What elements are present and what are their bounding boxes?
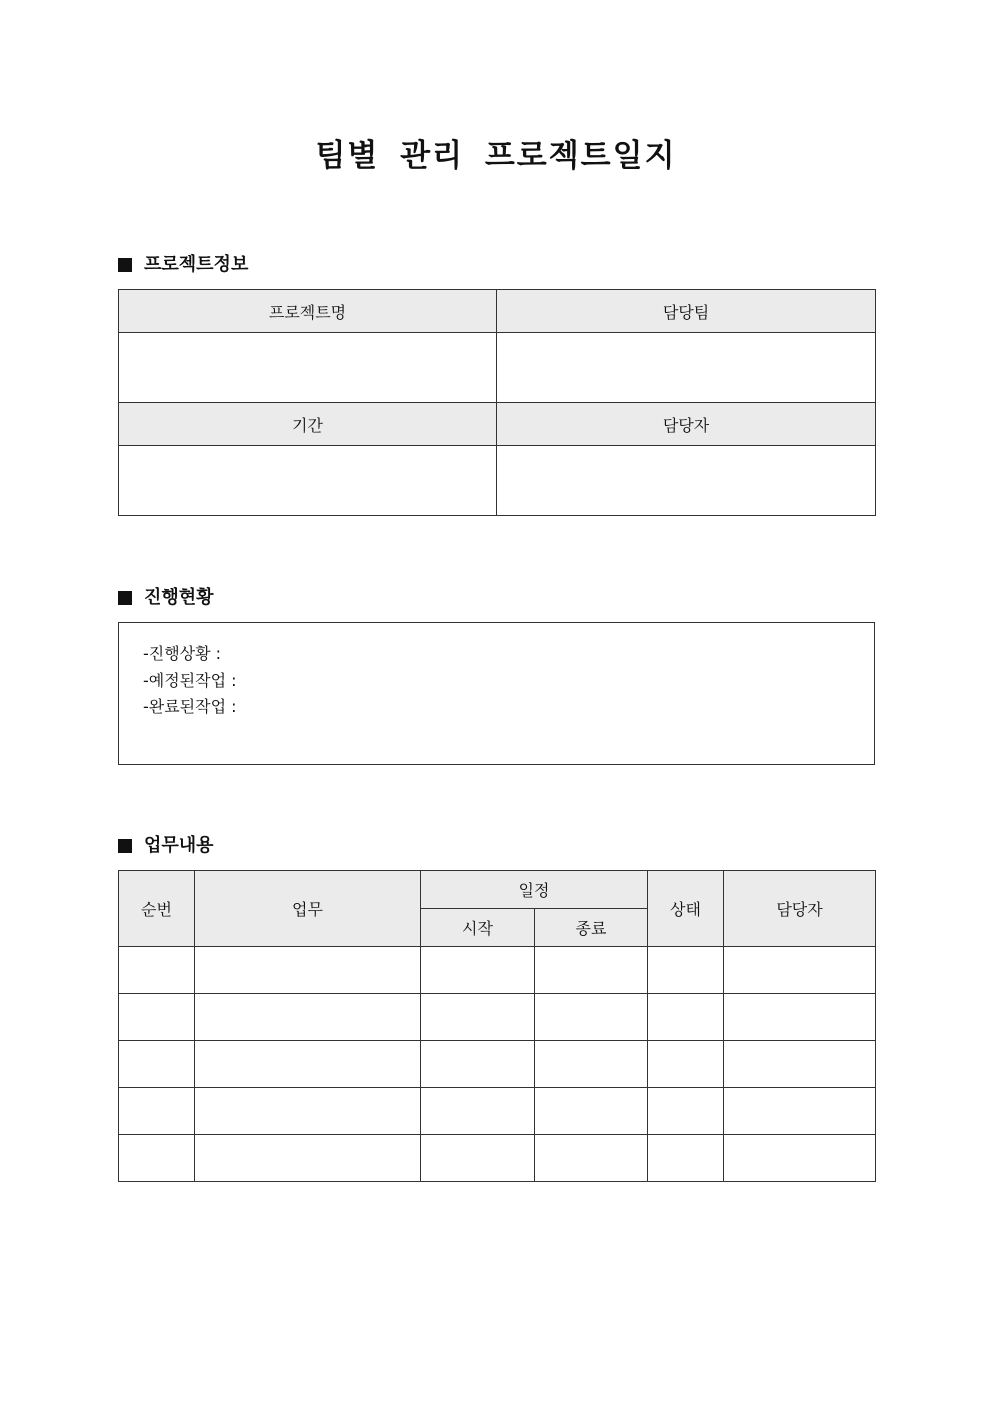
cell-start[interactable]	[421, 1135, 535, 1182]
progress-lines	[143, 641, 237, 721]
header-start: 시작	[421, 909, 535, 947]
cell-end[interactable]	[535, 947, 648, 994]
cell-status[interactable]	[648, 1088, 724, 1135]
section-heading-project-info	[118, 252, 248, 278]
cell-start[interactable]	[421, 1041, 535, 1088]
cell-task[interactable]	[195, 994, 421, 1041]
section-heading-label: 업무내용	[144, 835, 214, 856]
cell-no[interactable]	[119, 1041, 195, 1088]
square-bullet-icon	[118, 258, 132, 272]
square-bullet-icon	[118, 591, 132, 605]
table-row	[119, 947, 876, 994]
header-project-name: 프로젝트명	[119, 290, 497, 333]
cell-end[interactable]	[535, 1041, 648, 1088]
cell-status[interactable]	[648, 1135, 724, 1182]
header-task: 업무	[195, 871, 421, 947]
cell-end[interactable]	[535, 1135, 648, 1182]
progress-line-current: -진행상황 :	[143, 644, 222, 663]
cell-status[interactable]	[648, 947, 724, 994]
cell-end[interactable]	[535, 994, 648, 1041]
cell-start[interactable]	[421, 994, 535, 1041]
header-status: 상태	[648, 871, 724, 947]
square-bullet-icon	[118, 839, 132, 853]
cell-end[interactable]	[535, 1088, 648, 1135]
header-manager: 담당자	[497, 403, 876, 446]
section-heading-label: 진행현황	[144, 587, 214, 608]
cell-task[interactable]	[195, 1041, 421, 1088]
header-schedule: 일정	[421, 871, 648, 909]
table-row	[119, 1041, 876, 1088]
section-heading-label: 프로젝트정보	[144, 254, 249, 275]
header-team: 담당팀	[497, 290, 876, 333]
cell-no[interactable]	[119, 947, 195, 994]
header-manager: 담당자	[724, 871, 876, 947]
header-period: 기간	[119, 403, 497, 446]
cell-no[interactable]	[119, 994, 195, 1041]
progress-line-planned: -예정된작업 :	[143, 670, 237, 690]
section-heading-progress	[118, 585, 214, 611]
cell-manager[interactable]	[724, 1041, 876, 1088]
table-row	[119, 1135, 876, 1182]
cell-manager[interactable]	[724, 1088, 876, 1135]
header-no: 순번	[119, 871, 195, 947]
cell-manager[interactable]	[497, 446, 876, 516]
header-end: 종료	[535, 909, 648, 947]
progress-line-completed: -완료된작업 :	[143, 697, 237, 716]
cell-team[interactable]	[497, 333, 876, 403]
document-title: 팀별 관리 프로젝트일지	[315, 138, 677, 174]
section-heading-tasks	[118, 833, 214, 859]
task-table	[118, 870, 876, 1182]
cell-task[interactable]	[195, 1135, 421, 1182]
cell-status[interactable]	[648, 994, 724, 1041]
project-info-table	[118, 289, 876, 516]
table-row	[119, 994, 876, 1041]
cell-start[interactable]	[421, 1088, 535, 1135]
cell-start[interactable]	[421, 947, 535, 994]
cell-task[interactable]	[195, 1088, 421, 1135]
cell-no[interactable]	[119, 1135, 195, 1182]
cell-task[interactable]	[195, 947, 421, 994]
cell-manager[interactable]	[724, 994, 876, 1041]
cell-period[interactable]	[119, 446, 497, 516]
table-row	[119, 1088, 876, 1135]
cell-manager[interactable]	[724, 1135, 876, 1182]
cell-manager[interactable]	[724, 947, 876, 994]
cell-status[interactable]	[648, 1041, 724, 1088]
cell-no[interactable]	[119, 1088, 195, 1135]
cell-project-name[interactable]	[119, 333, 497, 403]
progress-box[interactable]	[118, 622, 875, 765]
